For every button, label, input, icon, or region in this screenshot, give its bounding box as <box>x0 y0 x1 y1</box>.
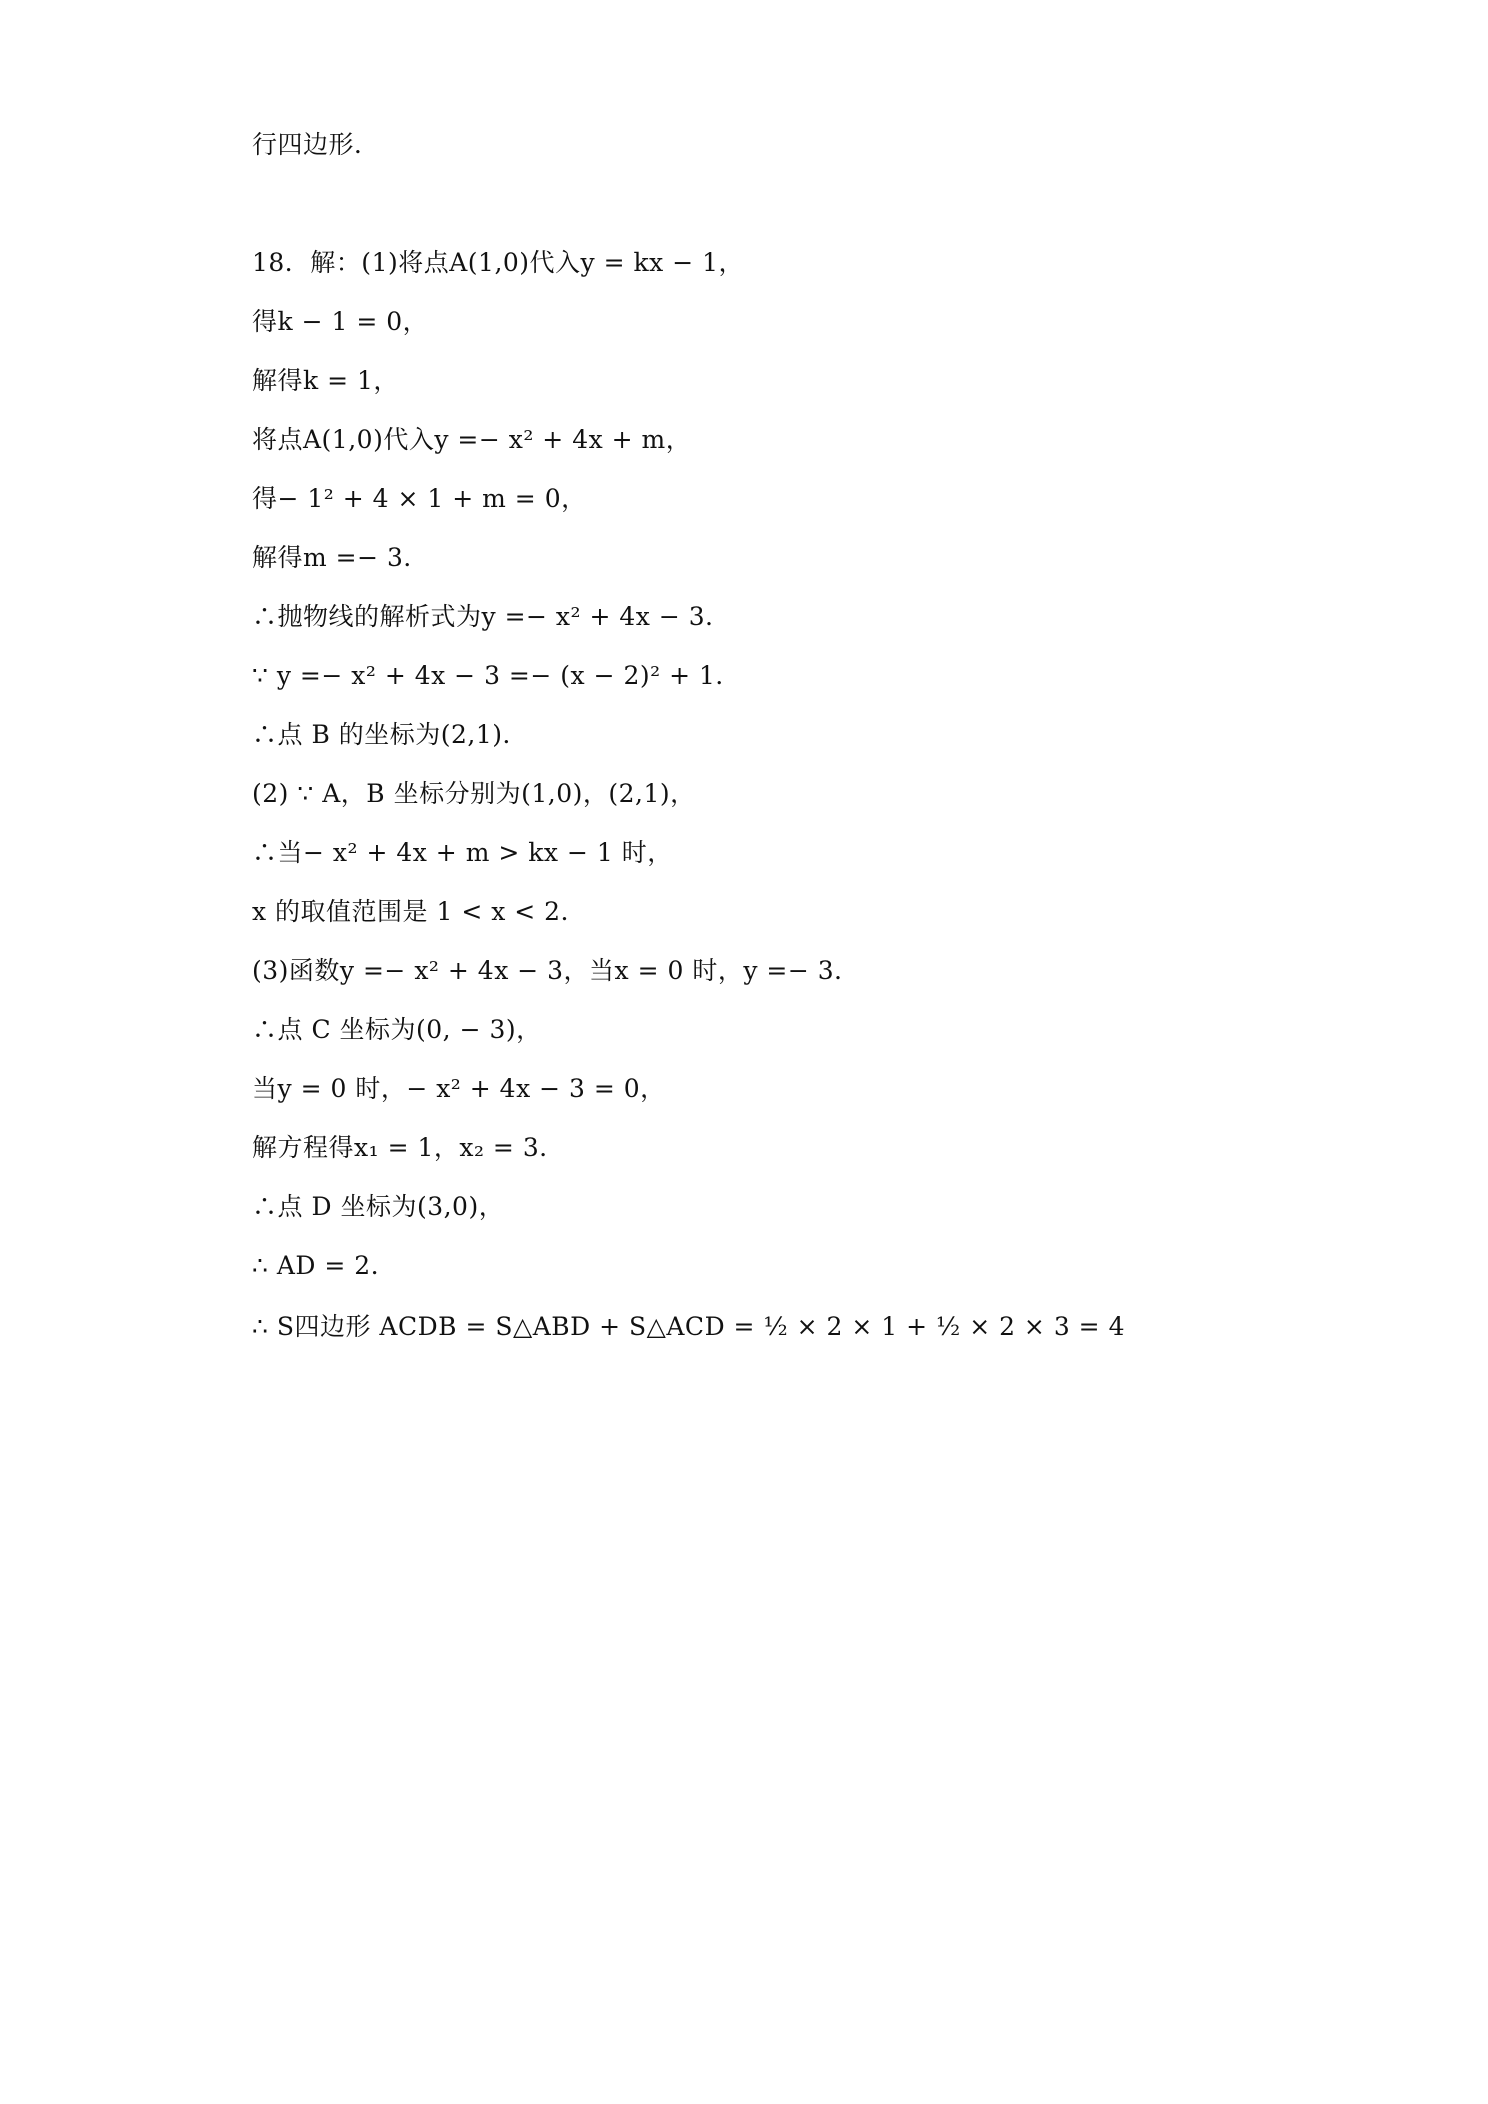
problem-18-heading: 18．解：(1)将点A(1,0)代入y = kx − 1， <box>252 248 745 277</box>
text-line-15: ∴点 C 坐标为(0, − 3)， <box>252 1015 542 1044</box>
text-line-16: 当y = 0 时，− x² + 4x − 3 = 0， <box>252 1074 666 1103</box>
text-line-19: ∴ AD = 2． <box>252 1251 397 1280</box>
text-line-3: 得k − 1 = 0， <box>252 307 429 336</box>
text-line-1: 行四边形． <box>252 130 380 159</box>
text-line-14: (3)函数y =− x² + 4x − 3，当x = 0 时，y =− 3． <box>252 956 860 985</box>
text-line-13: x 的取值范围是 1 < x < 2． <box>252 897 587 926</box>
text-line-6: 得− 1² + 4 × 1 + m = 0， <box>252 484 587 513</box>
text-line-17: 解方程得x₁ = 1，x₂ = 3． <box>252 1133 565 1162</box>
text-line-8: ∴抛物线的解析式为y =− x² + 4x − 3． <box>252 602 731 631</box>
text-line-9: ∵ y =− x² + 4x − 3 =− (x − 2)² + 1． <box>252 661 741 690</box>
text-line-7: 解得m =− 3． <box>252 543 429 572</box>
text-line-11: (2) ∵ A，B 坐标分别为(1,0)，(2,1)， <box>252 779 696 808</box>
text-line-5: 将点A(1,0)代入y =− x² + 4x + m， <box>252 425 692 454</box>
text-line-18: ∴点 D 坐标为(3,0)， <box>252 1192 505 1221</box>
text-line-20: ∴ S四边形 ACDB = S△ABD + S△ACD = ½ × 2 × 1 + ½ × 2 × 3 = 4 <box>252 1312 1125 1341</box>
text-line-12: ∴当− x² + 4x + m > kx − 1 时， <box>252 838 673 867</box>
text-line-10: ∴点 B 的坐标为(2,1)． <box>252 720 529 749</box>
text-line-4: 解得k = 1， <box>252 366 399 395</box>
